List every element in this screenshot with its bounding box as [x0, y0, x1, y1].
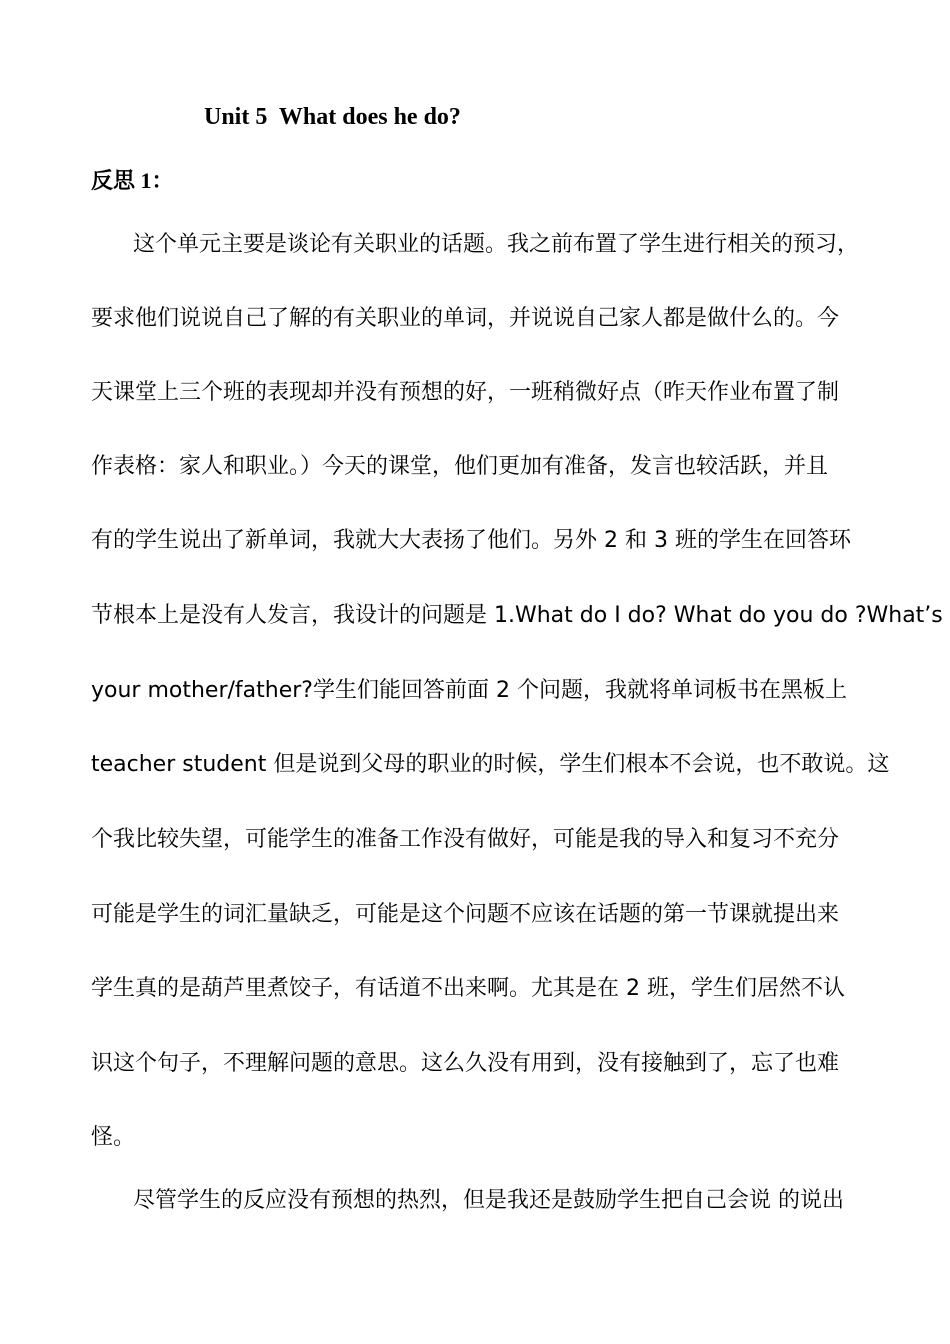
paragraph-line: 天课堂上三个班的表现却并没有预想的好，一班稍微好点（昨天作业布置了制 [91, 380, 840, 405]
paragraph-line: 学生真的是葫芦里煮饺子，有话道不出来啊。尤其是在 2 班，学生们居然不认 [91, 976, 845, 1001]
paragraph-line: 怪。 [91, 1125, 136, 1150]
paragraph-line: teacher student 但是说到父母的职业的时候，学生们根本不会说，也不敢说。这 [91, 752, 890, 777]
paragraph-line: 有的学生说出了新单词，我就大大表扬了他们。另外 2 和 3 班的学生在回答环 [91, 528, 851, 553]
paragraph-line: 个我比较失望，可能学生的准备工作没有做好，可能是我的导入和复习不充分 [91, 827, 840, 852]
paragraph-line: your mother/father?学生们能回答前面 2 个问题，我就将单词板书在黑板上 [91, 678, 847, 703]
paragraph-line: 尽管学生的反应没有预想的热烈，但是我还是鼓励学生把自己会说 的说出 [133, 1188, 844, 1213]
document-title: Unit 5 What does he do? [204, 104, 461, 130]
paragraph-line: 节根本上是没有人发言，我设计的问题是 1.What do I do? What do you do ?What’s [91, 603, 943, 628]
paragraph-line: 要求他们说说自己了解的有关职业的单词，并说说自己家人都是做什么的。今 [91, 306, 840, 331]
paragraph-line: 这个单元主要是谈论有关职业的话题。我之前布置了学生进行相关的预习， [133, 232, 860, 257]
paragraph-line: 可能是学生的词汇量缺乏，可能是这个问题不应该在话题的第一节课就提出来 [91, 902, 840, 927]
paragraph-line: 作表格：家人和职业。）今天的课堂，他们更加有准备，发言也较活跃，并且 [91, 454, 829, 479]
paragraph-line: 识这个句子，不理解问题的意思。这么久没有用到，没有接触到了，忘了也难 [91, 1051, 840, 1076]
reflection-heading: 反思 1： [91, 168, 174, 193]
